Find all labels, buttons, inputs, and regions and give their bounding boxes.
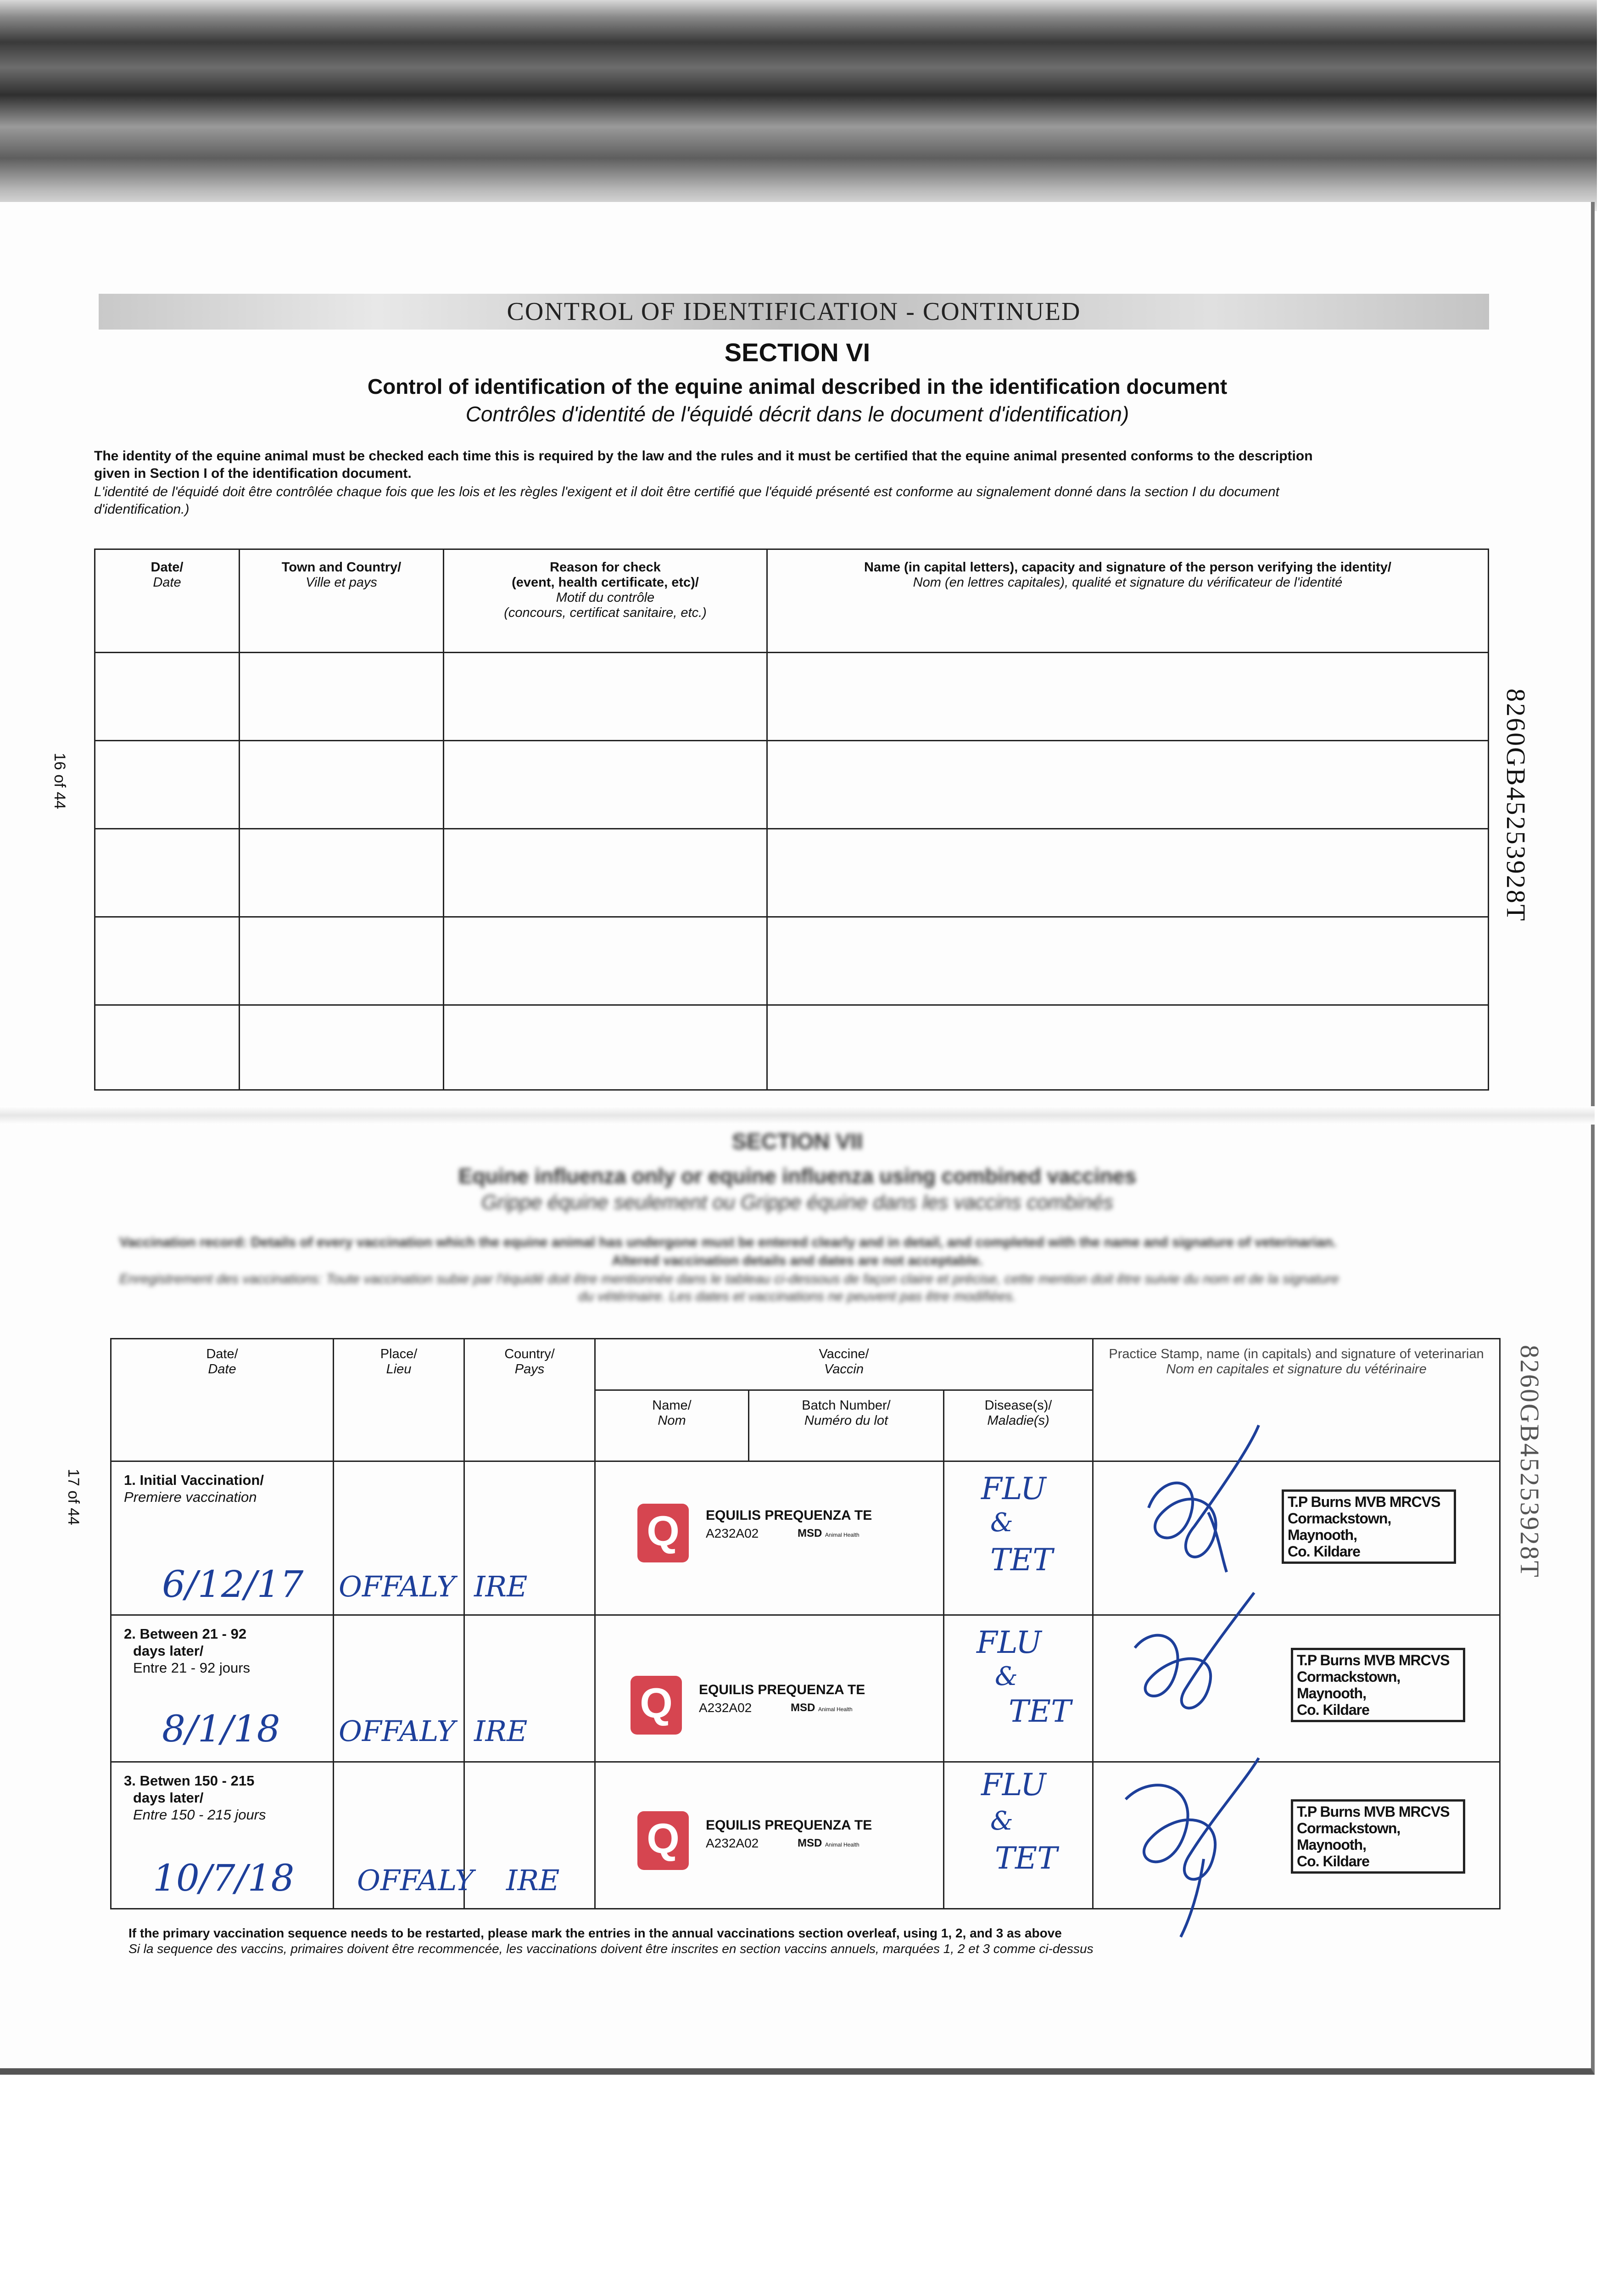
- footer-note-en: If the primary vaccination sequence needs to be restarted, please mark the entries in the annual vaccinations section overleaf, using 1, 2, and 3 as above: [128, 1926, 1062, 1940]
- row-label-fr: Premiere vaccination: [124, 1489, 257, 1505]
- handwritten-disease-2[interactable]: &: [990, 1508, 1013, 1538]
- section7-intro-1: Vaccination record: Details of every vaccination which the equine animal has undergone must be entered clearly and in detail, and completed with the name and signature of veterinarian.: [119, 1235, 1337, 1250]
- vaccination-table: [110, 1338, 1501, 1909]
- msd-sub: Animal Health: [825, 1532, 859, 1538]
- row-date-cell: [111, 1461, 334, 1615]
- handwritten-place[interactable]: OFFALY: [339, 1570, 456, 1603]
- vaccine-name: EQUILIS PREQUENZA TE: [706, 1508, 872, 1523]
- page-number-left: 16 of 44: [51, 753, 68, 809]
- vaccine-header-row-1: [111, 1339, 1500, 1390]
- header-town: [240, 549, 444, 653]
- row-label-en-2: days later/: [133, 1643, 204, 1659]
- header-practice-en: Practice Stamp, name (in capitals) and signature of veterinarian: [1109, 1347, 1484, 1361]
- msd-logo-icon: [791, 1702, 853, 1714]
- row-disease-cell: [944, 1615, 1093, 1762]
- header-reason-en-1: Reason for check: [550, 560, 661, 575]
- handwritten-place[interactable]: OFFALY: [339, 1714, 456, 1748]
- stamp-line-3: Co. Kildare: [1297, 1702, 1369, 1718]
- passport-id-vertical-2: [1514, 1345, 1545, 1581]
- row-country-cell: [464, 1615, 595, 1762]
- msd-sub: Animal Health: [818, 1706, 853, 1713]
- page-number-right: 17 of 44: [65, 1469, 82, 1525]
- row-practice-cell: [1093, 1615, 1500, 1762]
- header-country-en: Country/: [504, 1347, 555, 1361]
- row-label-fr: Entre 21 - 92 jours: [133, 1660, 251, 1676]
- row-disease-cell: [944, 1461, 1093, 1615]
- handwritten-country[interactable]: IRE: [474, 1714, 528, 1748]
- header-town-en: Town and Country/: [281, 560, 402, 575]
- vaccine-sticker: [595, 1461, 944, 1615]
- row-country-cell: [464, 1762, 595, 1909]
- cell[interactable]: [95, 741, 240, 829]
- cell[interactable]: [240, 741, 444, 829]
- vaccine-name: EQUILIS PREQUENZA TE: [706, 1818, 872, 1833]
- header-disease-fr: Maladie(s): [987, 1413, 1049, 1428]
- header-date-fr: Date: [208, 1362, 236, 1377]
- vaccine-batch: A232A02: [706, 1836, 759, 1850]
- passport-id-text: 8260GB45253928T: [1501, 688, 1531, 922]
- row-label: [112, 1616, 332, 1676]
- cell[interactable]: [767, 653, 1489, 741]
- header-date: [95, 549, 240, 653]
- row-label-en: 2. Between 21 - 92: [124, 1626, 247, 1642]
- signature-mark: [1112, 1744, 1268, 1946]
- vaccine-name: EQUILIS PREQUENZA TE: [699, 1682, 865, 1697]
- row-label-en-2: days later/: [133, 1790, 204, 1806]
- header-country-fr: Pays: [514, 1362, 545, 1377]
- q-logo-icon: [637, 1811, 689, 1870]
- header-vaccine-fr: Vaccin: [824, 1362, 864, 1377]
- cell[interactable]: [240, 829, 444, 917]
- vaccination-row: [111, 1615, 1500, 1762]
- vaccine-sticker: [595, 1762, 944, 1909]
- cell[interactable]: [767, 1005, 1489, 1090]
- header-country: [464, 1339, 595, 1461]
- cell[interactable]: [444, 1005, 767, 1090]
- stamp-line-1: T.P Burns MVB MRCVS: [1297, 1652, 1450, 1668]
- header-name: [767, 549, 1489, 653]
- vaccination-row: [111, 1762, 1500, 1909]
- handwritten-place[interactable]: OFFALY: [357, 1864, 474, 1897]
- handwritten-country[interactable]: IRE: [474, 1570, 528, 1603]
- header-date-en: Date/: [206, 1347, 238, 1361]
- vaccine-batch: A232A02: [706, 1526, 759, 1540]
- passport-id-text-2: 8260GB45253928T: [1515, 1345, 1545, 1579]
- row-label: [112, 1763, 332, 1823]
- passport-id-vertical: [1501, 688, 1537, 946]
- row-place-cell: [334, 1762, 474, 1909]
- table-row: [95, 829, 1489, 917]
- section7-subtitle-fr: Grippe équine seulement ou Grippe équine dans les vaccins combinés: [481, 1191, 1114, 1214]
- handwritten-disease-2[interactable]: &: [990, 1806, 1013, 1836]
- cell[interactable]: [444, 653, 767, 741]
- stamp-line-3: Co. Kildare: [1297, 1853, 1369, 1870]
- header-vaccine-name-fr: Nom: [658, 1413, 686, 1428]
- header-name-fr: Nom (en lettres capitales), qualité et signature du vérificateur de l'identité: [913, 575, 1343, 590]
- vaccine-sticker: [595, 1615, 944, 1762]
- cell[interactable]: [767, 829, 1489, 917]
- handwritten-country[interactable]: IRE: [506, 1864, 560, 1897]
- identity-check-table: [94, 549, 1489, 1091]
- q-letter: Q: [647, 1508, 680, 1555]
- handwritten-date[interactable]: 6/12/17: [162, 1563, 304, 1606]
- practice-stamp: [1291, 1648, 1465, 1722]
- header-date: [111, 1339, 334, 1461]
- page-banner: CONTROL OF IDENTIFICATION - CONTINUED: [99, 294, 1489, 330]
- handwritten-disease-2[interactable]: &: [995, 1662, 1018, 1691]
- header-vaccine-name-en: Name/: [652, 1398, 692, 1413]
- row-country-cell: [464, 1461, 595, 1615]
- header-place-en: Place/: [380, 1347, 418, 1361]
- cell[interactable]: [95, 653, 240, 741]
- practice-stamp: [1291, 1799, 1465, 1874]
- table-row: [95, 1005, 1489, 1090]
- header-name-en: Name (in capital letters), capacity and signature of the person verifying the identity/: [864, 560, 1391, 575]
- handwritten-disease-1[interactable]: FLU: [977, 1625, 1042, 1660]
- intro-fr-2: d'identification.): [94, 502, 190, 517]
- cell[interactable]: [95, 1005, 240, 1090]
- stamp-line-2: Cormackstown, Maynooth,: [1297, 1820, 1401, 1853]
- row-date-cell: [111, 1762, 334, 1909]
- cell[interactable]: [95, 917, 240, 1005]
- header-reason-fr-2: (concours, certificat sanitaire, etc.): [504, 605, 707, 620]
- stamp-line-1: T.P Burns MVB MRCVS: [1297, 1803, 1450, 1820]
- table-header-row: [95, 549, 1489, 653]
- section7-intro-2: Altered vaccination details and dates are not acceptable.: [612, 1253, 983, 1268]
- row-practice-cell: [1093, 1762, 1500, 1909]
- header-town-fr: Ville et pays: [306, 575, 377, 590]
- handwritten-disease-1[interactable]: FLU: [981, 1767, 1046, 1802]
- intro-en-2: given in Section I of the identification document.: [94, 466, 412, 481]
- header-reason-fr-1: Motif du contrôle: [556, 590, 655, 605]
- header-place-fr: Lieu: [386, 1362, 412, 1377]
- table-row: [95, 653, 1489, 741]
- binder-edge: [0, 0, 1597, 211]
- header-vaccine-name: [595, 1390, 749, 1461]
- cell[interactable]: [240, 653, 444, 741]
- header-reason-en-2: (event, health certificate, etc)/: [512, 575, 699, 590]
- header-vaccine: [595, 1339, 1093, 1390]
- header-date-en: Date/: [151, 560, 184, 575]
- cell[interactable]: [240, 1005, 444, 1090]
- row-date-cell: [111, 1615, 334, 1762]
- vaccine-batch: A232A02: [699, 1701, 752, 1715]
- handwritten-date[interactable]: 10/7/18: [153, 1857, 295, 1899]
- handwritten-disease-3[interactable]: TET: [995, 1841, 1058, 1876]
- q-logo-icon: [637, 1504, 689, 1562]
- row-label: [112, 1462, 332, 1506]
- intro-en-1: The identity of the equine animal must be checked each time this is required by the law and the rules and it must be certified that the equine animal presented conforms to the description: [94, 448, 1313, 464]
- vaccination-row: [111, 1461, 1500, 1615]
- cell[interactable]: [767, 917, 1489, 1005]
- handwritten-disease-1[interactable]: FLU: [981, 1471, 1046, 1506]
- section7-intro-4: du vétérinaire. Les dates et vaccinations ne peuvent pas être modifiées.: [578, 1289, 1016, 1304]
- cell[interactable]: [444, 829, 767, 917]
- header-practice-fr: Nom en capitales et signature du vétérinaire: [1166, 1362, 1427, 1377]
- intro-fr-1: L'identité de l'équidé doit être contrôlée chaque fois que les lois et les règles l'exigent et il doit être certifié que l'équidé présenté est conforme au signalement donné dans la section I du document: [94, 484, 1279, 499]
- handwritten-date[interactable]: 8/1/18: [162, 1707, 280, 1750]
- footer-note: [128, 1926, 1094, 1957]
- section-title: SECTION VI: [724, 338, 871, 367]
- cell[interactable]: [767, 741, 1489, 829]
- header-date-fr: Date: [153, 575, 181, 590]
- header-vaccine-en: Vaccine/: [819, 1347, 869, 1361]
- q-letter: Q: [640, 1680, 673, 1727]
- handwritten-disease-3[interactable]: TET: [990, 1542, 1053, 1578]
- cell[interactable]: [444, 741, 767, 829]
- q-logo-icon: [631, 1676, 682, 1735]
- section-subtitle-fr: Contrôles d'identité de l'équidé décrit dans le document d'identification): [465, 402, 1129, 426]
- msd-logo-icon: [798, 1837, 859, 1850]
- header-disease-en: Disease(s)/: [984, 1398, 1052, 1413]
- row-label-en: 3. Betwen 150 - 215: [124, 1773, 255, 1789]
- table-row: [95, 917, 1489, 1005]
- stamp-line-2: Cormackstown, Maynooth,: [1297, 1668, 1401, 1702]
- cell[interactable]: [444, 917, 767, 1005]
- page-fold: [0, 1106, 1595, 1125]
- table-row: [95, 741, 1489, 829]
- practice-stamp: [1282, 1489, 1456, 1564]
- msd-label: MSD: [798, 1527, 822, 1539]
- stamp-line-3: Co. Kildare: [1288, 1543, 1360, 1560]
- handwritten-disease-3[interactable]: TET: [1009, 1694, 1072, 1729]
- header-disease: [944, 1390, 1093, 1461]
- header-batch-en: Batch Number/: [802, 1398, 891, 1413]
- row-place-cell: [334, 1615, 464, 1762]
- header-batch-fr: Numéro du lot: [804, 1413, 888, 1428]
- stamp-line-2: Cormackstown, Maynooth,: [1288, 1510, 1391, 1543]
- cell[interactable]: [240, 917, 444, 1005]
- header-place: [334, 1339, 464, 1461]
- section-subtitle-en: Control of identification of the equine animal described in the identification document: [367, 375, 1228, 398]
- msd-sub: Animal Health: [825, 1842, 859, 1848]
- cell[interactable]: [95, 829, 240, 917]
- section7-title: SECTION VII: [731, 1130, 863, 1154]
- signature-mark: [1116, 1584, 1268, 1749]
- header-batch: [749, 1390, 944, 1461]
- row-label-fr: Entre 150 - 215 jours: [133, 1807, 266, 1823]
- footer-note-fr: Si la sequence des vaccins, primaires doivent être recommencée, les vaccinations doivent être inscrites en section vaccins annuels, marquées 1, 2 et 3 comme ci-dessus: [128, 1942, 1094, 1956]
- q-letter: Q: [647, 1815, 680, 1862]
- stamp-line-1: T.P Burns MVB MRCVS: [1288, 1494, 1440, 1510]
- section7-intro-3: Enregistrement des vaccinations: Toute vaccination subie par l'équidé doit être mentionnée dans le tableau ci-dessous de façon claire et précise, cette mention doit être suivie du nom et de la signature: [119, 1271, 1339, 1287]
- row-label-en: 1. Initial Vaccination/: [124, 1472, 264, 1488]
- header-reason: [444, 549, 767, 653]
- row-place-cell: [334, 1461, 464, 1615]
- section7-subtitle-en: Equine influenza only or equine influenza using combined vaccines: [458, 1164, 1137, 1188]
- msd-logo-icon: [798, 1527, 859, 1540]
- msd-label: MSD: [798, 1837, 822, 1849]
- msd-label: MSD: [791, 1702, 815, 1714]
- row-disease-cell: [944, 1762, 1093, 1909]
